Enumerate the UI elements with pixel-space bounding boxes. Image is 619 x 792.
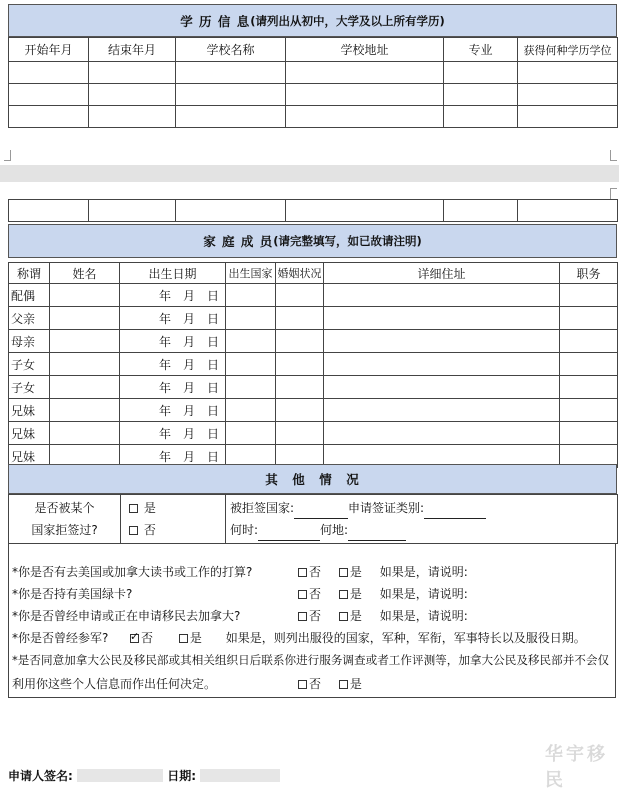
family-occupation-cell[interactable] xyxy=(560,284,618,307)
family-header-occupation: 职务 xyxy=(560,263,618,284)
family-address-cell[interactable] xyxy=(324,284,560,307)
family-occupation-cell[interactable] xyxy=(560,307,618,330)
family-occupation-cell[interactable] xyxy=(560,376,618,399)
family-address-cell[interactable] xyxy=(324,399,560,422)
family-name-cell[interactable] xyxy=(50,330,120,353)
family-relation: 兄妹 xyxy=(9,445,50,468)
family-birth-country-cell[interactable] xyxy=(226,330,276,353)
question-immigration-text: *你是否曾经申请或正在申请移民去加拿大? xyxy=(12,609,241,623)
question-row-immigration xyxy=(12,607,240,624)
family-name-cell[interactable] xyxy=(50,376,120,399)
family-birth-country-cell[interactable] xyxy=(226,399,276,422)
question-row-greencard xyxy=(12,585,132,602)
family-header xyxy=(8,224,617,258)
edu-header-start: 开始年月 xyxy=(9,38,89,62)
family-marital-cell[interactable] xyxy=(276,307,324,330)
other-header xyxy=(8,464,617,494)
family-marital-cell[interactable] xyxy=(276,376,324,399)
education-header xyxy=(8,4,617,37)
question-military-text: *你是否曾经参军? xyxy=(12,631,109,645)
edu-cell[interactable] xyxy=(286,106,444,128)
edu-cell[interactable] xyxy=(444,84,518,106)
family-occupation-cell[interactable] xyxy=(560,330,618,353)
family-address-cell[interactable] xyxy=(324,422,560,445)
family-birthdate[interactable]: 年 月 日 xyxy=(120,284,226,307)
edu-cell[interactable] xyxy=(176,200,286,222)
family-header-birthdate: 出生日期 xyxy=(120,263,226,284)
date-label: 日期: xyxy=(167,769,196,783)
explain-label: 如果是，则列出服役的国家，军种，军衔，军事特长以及服役日期。 xyxy=(225,631,586,645)
family-birthdate[interactable]: 年 月 日 xyxy=(120,399,226,422)
date-field[interactable] xyxy=(200,769,280,782)
no-label: 否 xyxy=(309,609,322,623)
question-row-military xyxy=(12,629,108,646)
when-field[interactable] xyxy=(258,540,320,541)
family-birth-country-cell[interactable] xyxy=(226,376,276,399)
edu-cell[interactable] xyxy=(89,106,176,128)
yes-label: 是 xyxy=(349,587,362,601)
family-address-cell[interactable] xyxy=(324,376,560,399)
family-row xyxy=(9,284,618,307)
family-row xyxy=(9,330,618,353)
family-table xyxy=(8,262,618,468)
edu-cell[interactable] xyxy=(176,106,286,128)
question-greencard-options xyxy=(298,585,468,602)
family-birthdate[interactable]: 年 月 日 xyxy=(120,376,226,399)
edu-header-degree: 获得何种学历学位 xyxy=(518,38,618,62)
refused-question-line2: 国家拒签过? xyxy=(31,523,98,537)
family-occupation-cell[interactable] xyxy=(560,399,618,422)
edu-cell[interactable] xyxy=(444,62,518,84)
no-label: 否 xyxy=(309,565,322,579)
no-label: 否 xyxy=(309,677,322,691)
family-birth-country-cell[interactable] xyxy=(226,422,276,445)
yes-label: 是 xyxy=(349,565,362,579)
family-marital-cell[interactable] xyxy=(276,399,324,422)
refused-question-cell xyxy=(9,495,121,544)
family-name-cell[interactable] xyxy=(50,422,120,445)
family-marital-cell[interactable] xyxy=(276,330,324,353)
checkbox-icon[interactable] xyxy=(298,568,307,577)
yes-label: 是 xyxy=(349,677,362,691)
family-birth-country-cell[interactable] xyxy=(226,307,276,330)
family-row xyxy=(9,376,618,399)
family-name-cell[interactable] xyxy=(50,353,120,376)
explain-label: 如果是，请说明: xyxy=(379,609,468,623)
visa-type-field[interactable] xyxy=(424,518,486,519)
family-occupation-cell[interactable] xyxy=(560,422,618,445)
checkbox-icon[interactable] xyxy=(179,634,188,643)
question-row-study xyxy=(12,563,252,580)
edu-header-address: 学校地址 xyxy=(286,38,444,62)
refused-no-option[interactable] xyxy=(129,519,223,541)
family-relation: 子女 xyxy=(9,376,50,399)
edu-cell[interactable] xyxy=(286,200,444,222)
edu-cell[interactable] xyxy=(9,84,89,106)
refused-country-label: 被拒签国家: xyxy=(230,501,295,515)
family-marital-cell[interactable] xyxy=(276,284,324,307)
family-row xyxy=(9,422,618,445)
family-relation: 兄妹 xyxy=(9,399,50,422)
refused-yes-option[interactable] xyxy=(129,497,223,519)
edu-cell[interactable] xyxy=(286,84,444,106)
when-label: 何时: xyxy=(230,523,259,537)
visa-type-label: 申请签证类别: xyxy=(348,501,425,515)
family-marital-cell[interactable] xyxy=(276,422,324,445)
question-immigration-options xyxy=(298,607,468,624)
family-birthdate[interactable]: 年 月 日 xyxy=(120,445,226,468)
family-address-cell[interactable] xyxy=(324,307,560,330)
refused-question-line1: 是否被某个 xyxy=(34,501,95,515)
edu-cell[interactable] xyxy=(89,84,176,106)
page-corner-mark xyxy=(610,150,617,161)
no-label: 否 xyxy=(141,631,154,645)
page-corner-mark xyxy=(610,188,617,199)
refused-no-label: 否 xyxy=(143,523,156,537)
family-header-relation: 称谓 xyxy=(9,263,50,284)
question-greencard-text: *你是否持有美国绿卡? xyxy=(12,587,133,601)
signature-row xyxy=(8,767,280,784)
question-study-text: *你是否有去美国或加拿大读书或工作的打算? xyxy=(12,565,253,579)
education-table-continued xyxy=(8,199,618,222)
family-address-cell[interactable] xyxy=(324,330,560,353)
consent-line1: *是否同意加拿大公民及移民部或其相关组织日后联系你进行服务调查或者工作评测等，加拿大公民及移民部并不会仅 xyxy=(12,653,610,667)
family-address-cell[interactable] xyxy=(324,353,560,376)
family-note: (请完整填写，如已故请注明) xyxy=(273,234,422,248)
page-break xyxy=(0,165,619,182)
consent-line2: 利用你这些个人信息而作出任何决定。 xyxy=(12,677,217,691)
family-name-cell[interactable] xyxy=(50,307,120,330)
family-marital-cell[interactable] xyxy=(276,353,324,376)
edu-header-major: 专业 xyxy=(444,38,518,62)
edu-cell[interactable] xyxy=(9,106,89,128)
question-study-options xyxy=(298,563,468,580)
family-occupation-cell[interactable] xyxy=(560,353,618,376)
family-row xyxy=(9,307,618,330)
consent-options xyxy=(298,675,362,692)
family-birth-country-cell[interactable] xyxy=(226,284,276,307)
edu-cell[interactable] xyxy=(518,84,618,106)
edu-cell[interactable] xyxy=(9,62,89,84)
edu-cell[interactable] xyxy=(518,200,618,222)
edu-cell[interactable] xyxy=(444,106,518,128)
family-birthdate[interactable]: 年 月 日 xyxy=(120,307,226,330)
page-corner-mark xyxy=(4,150,11,161)
family-birth-country-cell[interactable] xyxy=(226,353,276,376)
family-row xyxy=(9,353,618,376)
family-birthdate[interactable]: 年 月 日 xyxy=(120,422,226,445)
edu-cell[interactable] xyxy=(286,62,444,84)
family-relation: 母亲 xyxy=(9,330,50,353)
checkbox-icon[interactable] xyxy=(129,526,138,535)
edu-header-school: 学校名称 xyxy=(176,38,286,62)
edu-cell[interactable] xyxy=(176,62,286,84)
checkbox-icon[interactable] xyxy=(129,504,138,513)
applicant-signature-label: 申请人签名: xyxy=(8,769,73,783)
watermark-logo: 华宇移民 xyxy=(545,744,608,791)
question-military-options xyxy=(130,629,586,646)
family-name-cell[interactable] xyxy=(50,284,120,307)
family-relation: 父亲 xyxy=(9,307,50,330)
edu-cell[interactable] xyxy=(176,84,286,106)
checked-checkbox-icon[interactable] xyxy=(130,634,139,643)
checkbox-icon[interactable] xyxy=(339,680,348,689)
applicant-signature-field[interactable] xyxy=(77,769,163,782)
education-title: 学 历 信 息 xyxy=(180,13,251,29)
where-label: 何地: xyxy=(320,523,349,537)
family-name-cell[interactable] xyxy=(50,399,120,422)
yes-label: 是 xyxy=(349,609,362,623)
education-table xyxy=(8,37,618,128)
checkbox-icon[interactable] xyxy=(339,590,348,599)
explain-label: 如果是，请说明: xyxy=(379,587,468,601)
checkbox-icon[interactable] xyxy=(298,680,307,689)
yes-label: 是 xyxy=(189,631,202,645)
edu-cell[interactable] xyxy=(518,62,618,84)
family-birthdate[interactable]: 年 月 日 xyxy=(120,353,226,376)
refusal-table xyxy=(8,494,618,544)
family-header-name: 姓名 xyxy=(50,263,120,284)
edu-header-end: 结束年月 xyxy=(89,38,176,62)
refused-details-cell xyxy=(226,495,618,544)
family-header-address: 详细住址 xyxy=(324,263,560,284)
family-relation: 配偶 xyxy=(9,284,50,307)
edu-cell[interactable] xyxy=(444,200,518,222)
refused-yes-label: 是 xyxy=(143,501,156,515)
education-note: (请列出从初中，大学及以上所有学历) xyxy=(250,13,445,28)
family-title: 家 庭 成 员 xyxy=(203,234,274,249)
edu-cell[interactable] xyxy=(89,62,176,84)
family-birthdate[interactable]: 年 月 日 xyxy=(120,330,226,353)
no-label: 否 xyxy=(309,587,322,601)
family-header-birth-country: 出生国家 xyxy=(226,263,276,284)
checkbox-icon[interactable] xyxy=(339,612,348,621)
checkbox-icon[interactable] xyxy=(298,590,307,599)
family-row xyxy=(9,399,618,422)
family-relation: 兄妹 xyxy=(9,422,50,445)
refused-options-cell xyxy=(121,495,226,544)
explain-label: 如果是，请说明: xyxy=(379,565,468,579)
family-header-marital: 婚姻状况 xyxy=(276,263,324,284)
family-relation: 子女 xyxy=(9,353,50,376)
edu-cell[interactable] xyxy=(518,106,618,128)
where-field[interactable] xyxy=(348,540,406,541)
checkbox-icon[interactable] xyxy=(339,568,348,577)
edu-cell[interactable] xyxy=(9,200,89,222)
checkbox-icon[interactable] xyxy=(298,612,307,621)
edu-cell[interactable] xyxy=(89,200,176,222)
other-title: 其 他 情 况 xyxy=(265,472,360,487)
